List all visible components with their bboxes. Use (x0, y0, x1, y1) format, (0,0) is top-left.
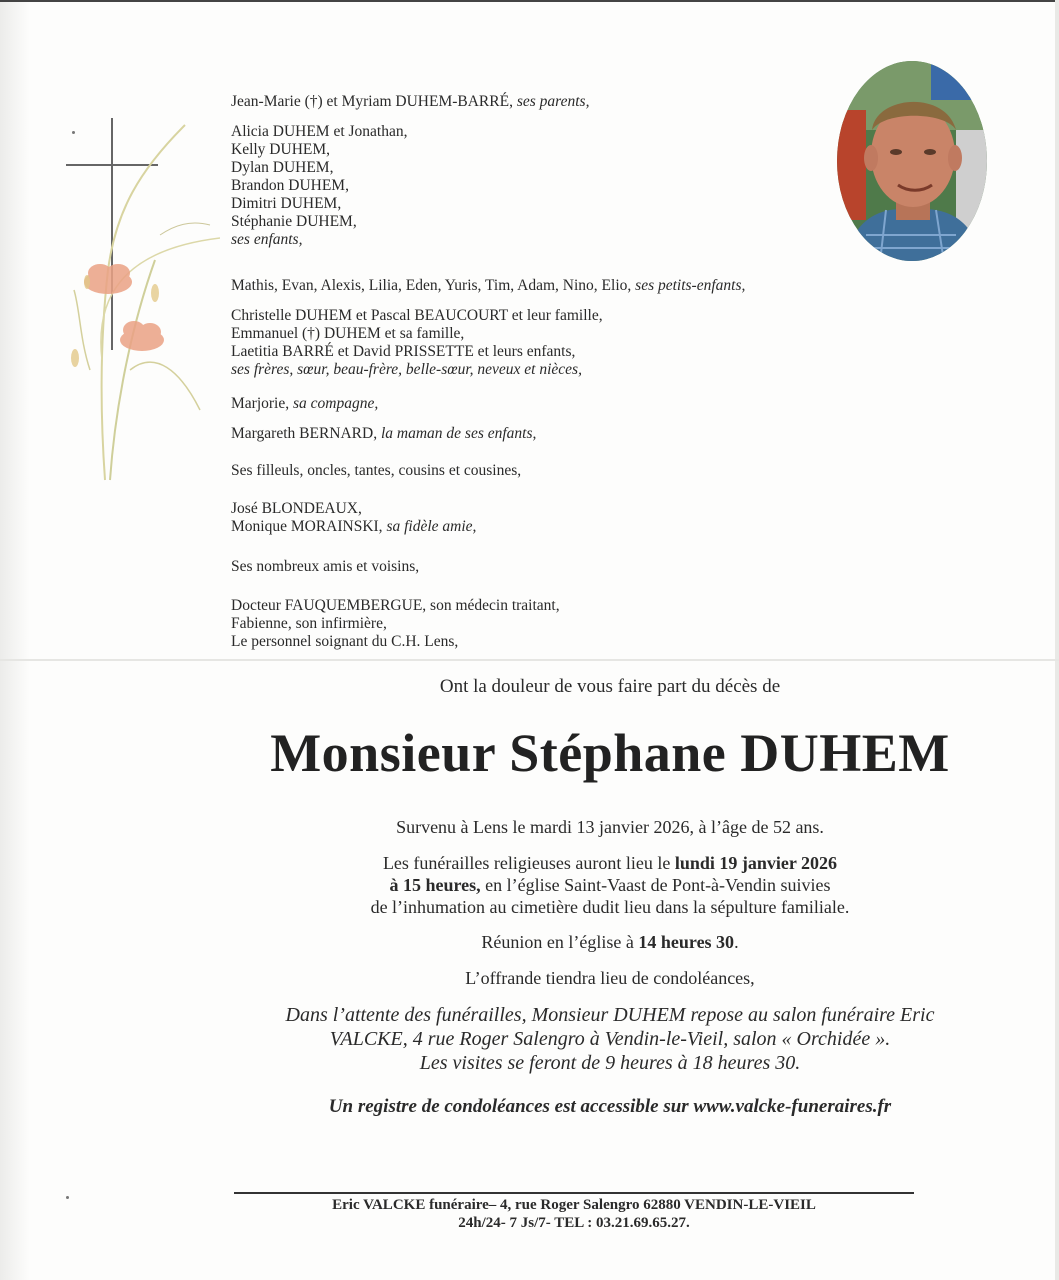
neighbours-line: Ses nombreux amis et voisins, (231, 558, 420, 575)
medical-line: Le personnel soignant du C.H. Lens, (231, 633, 459, 650)
condolence-register-link[interactable]: Un registre de condoléances est accessible sur www.valcke-funeraires.fr (328, 1096, 892, 1117)
deceased-name: Monsieur Stéphane DUHEM (270, 723, 950, 783)
children-role: ses enfants, (231, 231, 303, 248)
relatives-line: Ses filleuls, oncles, tantes, cousins et cousines, (231, 462, 522, 479)
grandchildren-line (231, 277, 745, 295)
child-name: Stéphanie DUHEM, (231, 213, 357, 230)
footer-rule (234, 1192, 914, 1194)
friend-name: José BLONDEAUX, (231, 500, 362, 517)
top-border (0, 0, 1059, 2)
reunion-text: Réunion en l’église à (481, 932, 639, 952)
footer-address: Eric VALCKE funéraire– 4, rue Roger Salengro 62880 VENDIN-LE-VIEIL (332, 1197, 816, 1213)
children-block (231, 123, 408, 249)
intro-text: Ont la douleur de vous faire part du décès de (439, 676, 781, 697)
sibling-line: Laetitia BARRÉ et David PRISSETTE et leurs enfants, (231, 343, 576, 360)
parents-role: ses parents, (516, 93, 590, 110)
friends-block (231, 500, 476, 536)
reunion-text: . (734, 932, 739, 952)
child-name: Dimitri DUHEM, (231, 195, 342, 212)
funeral-time: à 15 heures, (389, 875, 481, 895)
funeral-home-footer (234, 1196, 914, 1232)
friend-name: Monique MORAINSKI, (231, 518, 383, 535)
sibling-line: Christelle DUHEM et Pascal BEAUCOURT et leur famille, (231, 307, 603, 324)
funeral-text: en l’église Saint-Vaast de Pont-à-Vendin suivies (480, 875, 831, 895)
child-name: Brandon DUHEM, (231, 177, 349, 194)
right-edge (1055, 0, 1059, 1280)
grandchildren-names: Mathis, Evan, Alexis, Lilia, Eden, Yuris, Tim, Adam, Nino, Elio, (231, 277, 632, 294)
salon-text: Les visites se feront de 9 heures à 18 heures 30. (419, 1052, 801, 1074)
friend-role: sa fidèle amie, (386, 518, 477, 535)
salon-block (180, 1003, 1040, 1075)
child-name: Alicia DUHEM et Jonathan, (231, 123, 408, 140)
partner-name: Marjorie, (231, 395, 290, 412)
medical-block (231, 597, 560, 651)
medical-line: Docteur FAUQUEMBERGUE, son médecin traitant, (231, 597, 560, 614)
mother-name: Margareth BERNARD, (231, 425, 378, 442)
parents-line (231, 93, 589, 111)
partner-role: sa compagne, (292, 395, 379, 412)
sibling-line: Emmanuel (†) DUHEM et sa famille, (231, 325, 465, 342)
salon-text: VALCKE, 4 rue Roger Salengro à Vendin-le-Vieil, salon « Orchidée ». (329, 1028, 891, 1050)
mother-role: la maman de ses enfants, (380, 425, 537, 442)
offrande-line: L’offrande tiendra lieu de condoléances, (465, 968, 755, 988)
fold-line (0, 659, 1059, 661)
reunion-time: 14 heures 30 (638, 932, 735, 952)
funeral-details (200, 852, 1020, 918)
grandchildren-role: ses petits-enfants, (635, 277, 746, 294)
funeral-text: de l’inhumation au cimetière dudit lieu dans la sépulture familiale. (370, 897, 850, 917)
funeral-date: lundi 19 janvier 2026 (674, 853, 838, 873)
cross-flower-icon (60, 110, 220, 500)
reunion-line (200, 932, 1020, 953)
footer-phone: 24h/24- 7 Js/7- TEL : 03.21.69.65.27. (458, 1215, 690, 1231)
salon-text: Dans l’attente des funérailles, Monsieur DUHEM repose au salon funéraire Eric (285, 1004, 935, 1026)
death-notice: Survenu à Lens le mardi 13 janvier 2026, à l’âge de 52 ans. (396, 817, 824, 837)
child-name: Kelly DUHEM, (231, 141, 331, 158)
siblings-role: ses frères, sœur, beau-frère, belle-sœur, neveux et nièces, (231, 361, 582, 378)
portrait-photo (836, 60, 988, 262)
mother-line (231, 425, 536, 443)
parents-names: Jean-Marie (†) et Myriam DUHEM-BARRÉ, (231, 93, 513, 110)
medical-line: Fabienne, son infirmière, (231, 615, 387, 632)
child-name: Dylan DUHEM, (231, 159, 334, 176)
scan-dot (66, 1196, 69, 1199)
scan-shadow (0, 0, 30, 1280)
partner-line (231, 395, 378, 413)
funeral-text: Les funérailles religieuses auront lieu le (382, 853, 675, 873)
siblings-block (231, 307, 603, 379)
